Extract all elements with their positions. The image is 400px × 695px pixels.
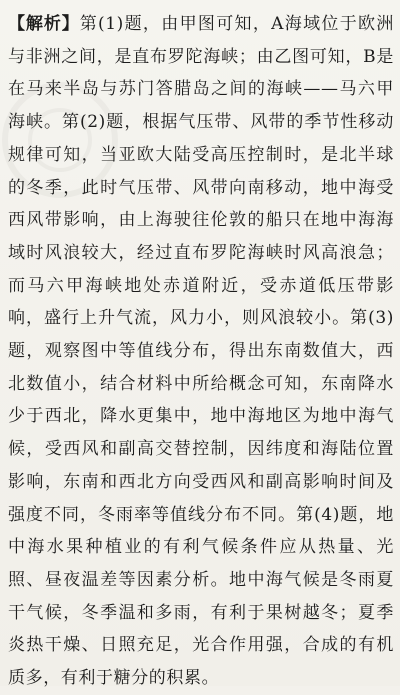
analysis-paragraph <box>8 8 394 695</box>
analysis-tag: 【解析】 <box>8 14 80 34</box>
analysis-body: 第(1)题，由甲图可知，A海域位于欧洲与非洲之间，是直布罗陀海峡；由乙图可知，B是在马来半岛与苏门答腊岛之间的海峡——马六甲海峡。第(2)题，根据气压带、风带的季节性移动规律可知，当亚欧大陆受高压控制时，是北半球的冬季，此时气压带、风带向南移动，地中海受西风带影响，由上海驶往伦敦的船只在地中海海域时风浪较大，经过直布罗陀海峡时风高浪急；而马六甲海峡地处赤道附近，受赤道低压带影响，盛行上升气流，风力小，则风浪较小。第(3)题，观察图中等值线分布，得出东南数值大，西北数值小，结合材料中所给概念可知，东南降水少于西北，降水更集中，地中海地区为地中海气候，受西风和副高交替控制，因纬度和海陆位置影响，东南和西北方向受西风和副高影响时间及强度不同，冬雨率等值线分布不同。第(4)题，地中海水果种植业的有利气候条件应从热量、光照、昼夜温差等因素分析。地中海气候是冬雨夏干气候，冬季温和多雨，有利于果树越冬；夏季炎热干燥、日照充足，光合作用强，合成的有机质多，有利于糖分的积累。 <box>8 14 394 689</box>
